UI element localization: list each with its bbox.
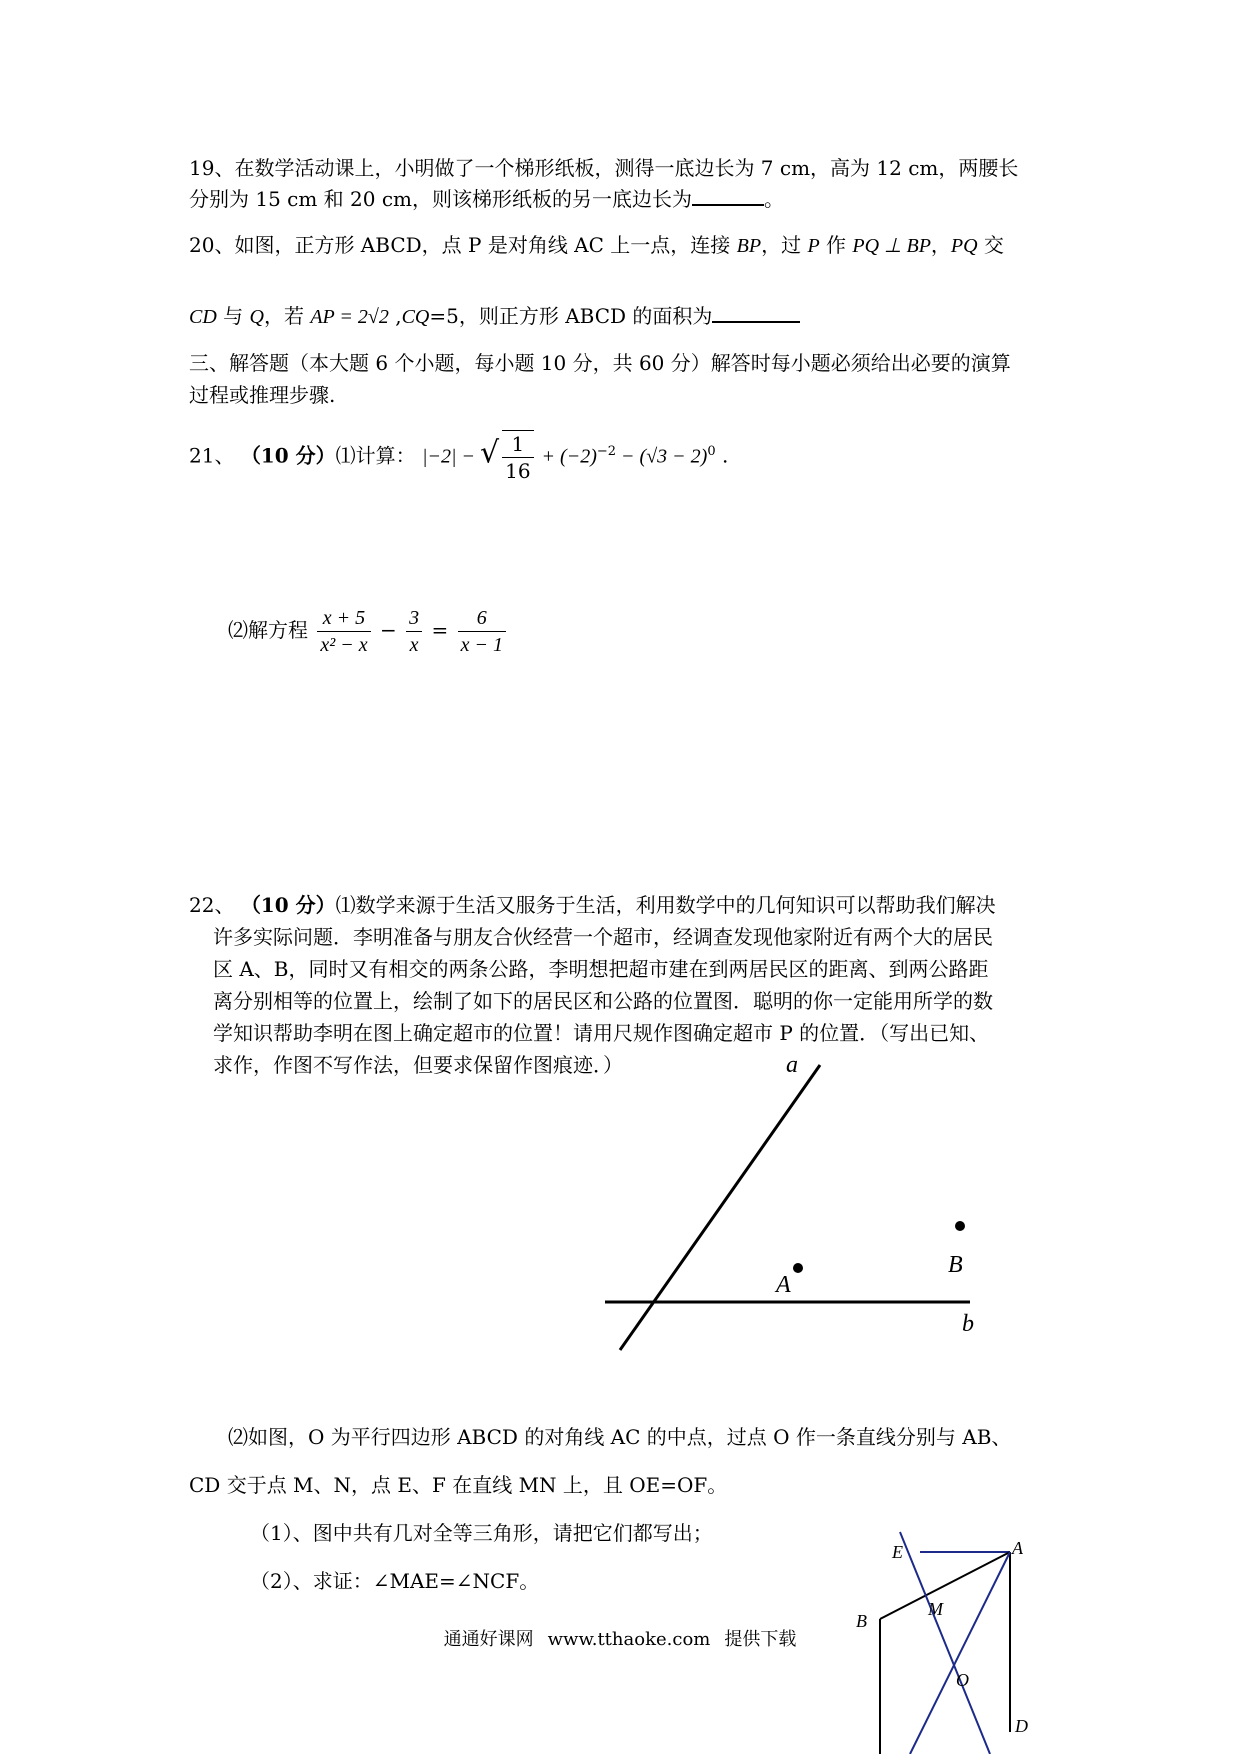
footer-url[interactable]: www.tthaoke.com: [547, 1629, 711, 1650]
road-figure: [590, 1050, 1010, 1360]
label-point-a: A: [776, 1272, 791, 1298]
q22-line6: 求作，作图不写作法，但要求保留作图痕迹．）: [213, 1053, 623, 1077]
footer-note: 提供下载: [724, 1629, 797, 1650]
q20-bp: BP: [736, 235, 762, 257]
q22-sub1: （1）、图中共有几对全等三角形，请把它们都写出；: [250, 1521, 713, 1545]
q20-cq: CQ: [401, 306, 430, 328]
operator: =: [431, 618, 449, 642]
q21-expr: |−2| −: [421, 445, 480, 468]
q21-expr: − (√3 − 2): [616, 445, 708, 468]
q20-text: ，若: [263, 304, 311, 328]
label-m: M: [928, 1599, 943, 1619]
q22-line2: 许多实际问题．李明准备与朋友合伙经营一个超市，经调查发现他家附近有两个大的居民: [213, 925, 993, 949]
q20-text: ，过: [761, 233, 808, 257]
q22-line4: 离分别相等的位置上，绘制了如下的居民区和公路的位置图．聪明的你一定能用所学的数: [213, 989, 993, 1013]
answer-blank: [692, 186, 764, 206]
label-e: E: [892, 1542, 903, 1562]
q21-number: 21、: [189, 443, 235, 468]
point-b-dot: [955, 1221, 965, 1231]
label-d: D: [1015, 1716, 1028, 1736]
q20-pq: PQ: [950, 235, 978, 257]
q20-cd: CD: [189, 306, 217, 328]
q22-line1: [189, 890, 996, 920]
q19-line2-end: 。: [764, 187, 785, 211]
q19-line1: 19、在数学活动课上，小明做了一个梯形纸板，测得一底边长为 7 cm，高为 12 cm，两腰长: [189, 156, 1019, 180]
label-point-b: B: [948, 1252, 963, 1278]
frac-num: 3: [406, 605, 422, 632]
q20-text: ,: [388, 304, 402, 328]
q20-ap: AP = 2√2: [310, 306, 389, 328]
q20-q: Q: [249, 306, 264, 328]
exponent: −2: [596, 443, 617, 459]
q21-part2-label: ⑵解方程: [228, 618, 308, 642]
operator: −: [379, 618, 397, 642]
frac-num: 6: [458, 605, 506, 632]
footer: [0, 1625, 1240, 1651]
q22-part2-line2: CD 交于点 M、N，点 E、F 在直线 MN 上，且 OE=OF。: [189, 1473, 728, 1497]
frac-den: x² − x: [320, 634, 368, 656]
q21-expr: + (−2): [536, 445, 597, 468]
q20-text: =5，则正方形 ABCD 的面积为: [429, 304, 713, 328]
section3-line2: 过程或推理步骤.: [189, 383, 336, 407]
fraction-3: [458, 605, 506, 658]
footer-site: 通通好课网: [443, 1629, 534, 1650]
frac-den: x − 1: [460, 634, 503, 656]
q22-line3: 区 A、B，同时又有相交的两条公路，李明想把超市建在到两居民区的距离、到两公路距: [213, 957, 989, 981]
q20-text: ，: [930, 233, 951, 257]
q21-part1: [189, 430, 728, 484]
frac-num: x + 5: [317, 605, 370, 632]
q22-part2-line1: ⑵如图，O 为平行四边形 ABCD 的对角线 AC 的中点，过点 O 作一条直线分别与 AB、: [228, 1425, 1012, 1449]
q19-line2-text: 分别为 15 cm 和 20 cm，则该梯形纸板的另一底边长为: [189, 187, 693, 211]
frac-num: 1: [502, 431, 533, 458]
q21-sqrt-frac: [502, 430, 533, 484]
frac-den: 16: [505, 459, 531, 483]
section3-line1: 三、解答题（本大题 6 个小题，每小题 10 分，共 60 分）解答时每小题必须给出必要的演算: [189, 351, 1011, 375]
q22-text: ⑴数学来源于生活又服务于生活，利用数学中的几何知识可以帮助我们解决: [335, 893, 996, 917]
q20-perp: PQ ⊥ BP: [852, 235, 931, 257]
q20-text: 交: [977, 233, 1004, 257]
q22-score: （10 分）: [240, 893, 336, 917]
q22-line5: 学知识帮助李明在图上确定超市的位置！请用尺规作图确定超市 P 的位置．（写出已知、: [213, 1021, 990, 1045]
road-a: [620, 1065, 820, 1350]
q22-number: 22、: [189, 893, 235, 917]
q19-line2: [189, 184, 784, 214]
q20-line2: [189, 301, 800, 332]
segment-ab: [880, 1552, 1010, 1619]
q20-line1: [189, 230, 1004, 261]
q21-score: （10 分）: [240, 443, 336, 468]
fraction-2: [406, 605, 422, 658]
q20-text: 20、如图，正方形 ABCD，点 P 是对角线 AC 上一点，连接: [189, 233, 737, 257]
q22-sub2: （2）、求证：∠MAE=∠NCF。: [250, 1569, 540, 1593]
frac-den: x: [409, 634, 419, 656]
label-road-a: a: [786, 1052, 798, 1078]
q20-text: 作: [819, 233, 853, 257]
exponent: 0: [707, 443, 716, 459]
q20-p: P: [807, 235, 820, 257]
diagonal-ac: [910, 1552, 1010, 1754]
point-a-dot: [793, 1263, 803, 1273]
fraction-1: [317, 605, 370, 658]
label-b: B: [856, 1611, 867, 1631]
q20-text: 与: [216, 304, 250, 328]
label-a: A: [1012, 1538, 1023, 1558]
q21-expr: .: [715, 443, 729, 468]
label-road-b: b: [962, 1311, 974, 1337]
label-o: O: [956, 1670, 969, 1690]
sqrt-sign: √: [479, 435, 500, 471]
q21-part2: [228, 600, 509, 660]
q21-part1-label: ⑴计算：: [335, 443, 416, 468]
answer-blank: [712, 303, 800, 323]
